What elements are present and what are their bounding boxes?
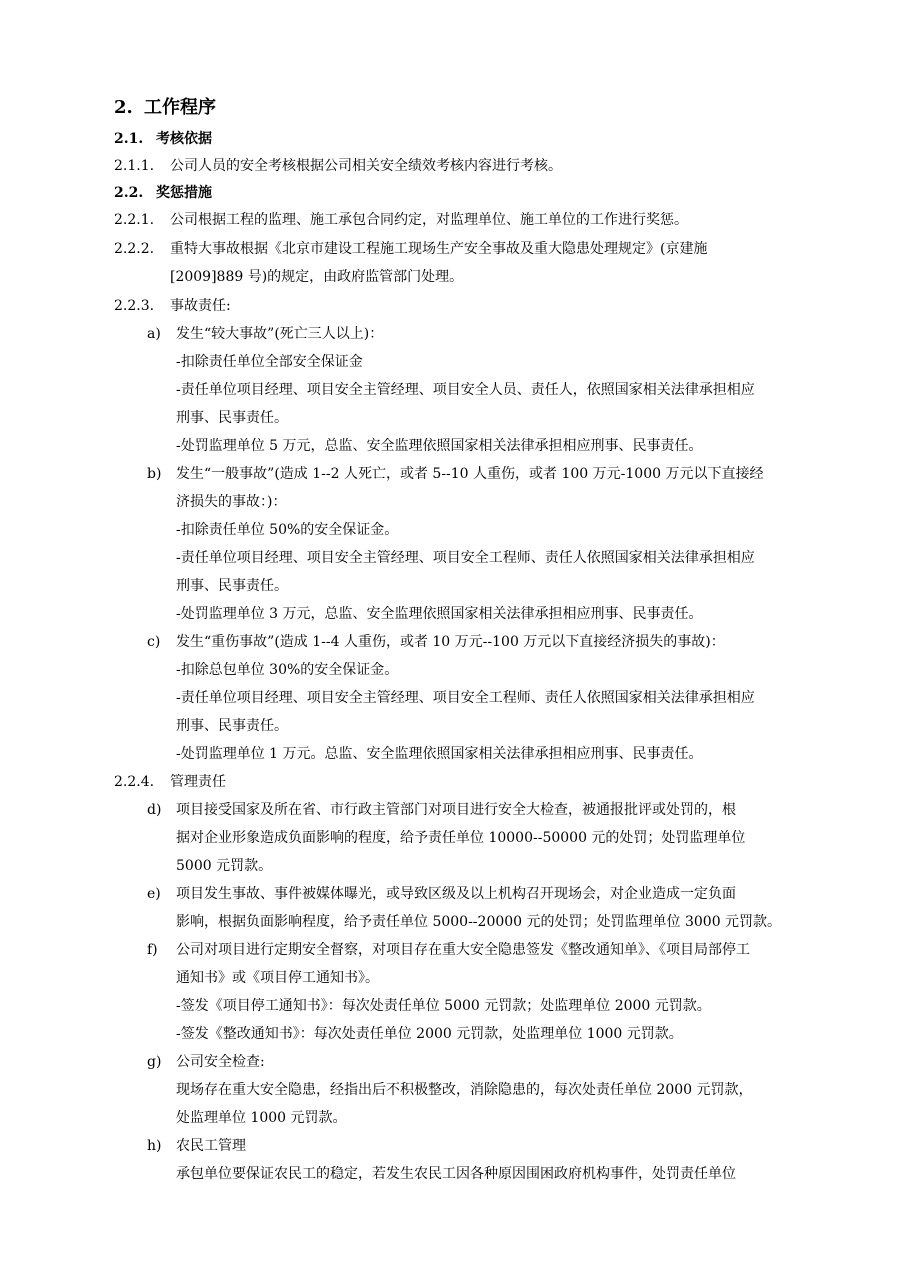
clause-2-2-1: 2.2.1. 公司根据工程的监理、施工承包合同约定，对监理单位、施工单位的工作进行奖惩。 [114, 212, 688, 228]
item-b-line: -责任单位项目经理、项目安全主管经理、项目安全工程师、责任人依照国家相关法律承担相应 [176, 550, 755, 566]
item-e-line: 项目发生事故、事件被媒体曝光，或导致区级及以上机构召开现场会，对企业造成一定负面 [176, 886, 736, 902]
item-label-a: a) [147, 326, 161, 342]
item-a-line: -处罚监理单位 5 万元，总监、安全监理依照国家相关法律承担相应刑事、民事责任。 [176, 438, 703, 454]
item-h-line: 承包单位要保证农民工的稳定，若发生农民工因各种原因围困政府机构事件，处罚责任单位 [176, 1166, 736, 1182]
section-number: 2. [114, 97, 133, 118]
item-a-line: -扣除责任单位全部安全保证金 [176, 354, 363, 370]
item-c-title: 发生“重伤事故”(造成 1--4 人重伤，或者 10 万元--100 万元以下直接经济损失的事故)： [176, 634, 725, 650]
subsection-heading-2-2: 2.2. 奖惩措施 [114, 185, 212, 201]
item-f-line: 通知书》或《项目停工通知书》。 [176, 970, 379, 986]
clause-2-2-2-cont: [2009]889 号)的规定，由政府监管部门处理。 [170, 269, 464, 285]
item-b-line: -处罚监理单位 3 万元，总监、安全监理依照国家相关法律承担相应刑事、民事责任。 [176, 606, 703, 622]
item-b-line: 刑事、民事责任。 [176, 578, 288, 594]
subsection-heading-2-1: 2.1. 考核依据 [114, 131, 212, 147]
item-e-line: 影响，根据负面影响程度，给予责任单位 5000--20000 元的处罚；处罚监理单位 3000 元罚款。 [176, 914, 782, 930]
item-c-line: -处罚监理单位 1 万元。总监、安全监理依照国家相关法律承担相应刑事、民事责任。 [176, 746, 703, 762]
item-label-d: d) [147, 802, 162, 818]
item-a-title: 发生“较大事故”(死亡三人以上)： [176, 326, 384, 342]
item-a-line: 刑事、民事责任。 [176, 410, 288, 426]
item-label-e: e) [147, 886, 161, 902]
clause-2-2-4: 2.2.4. 管理责任 [114, 774, 226, 790]
item-d-line: 项目接受国家及所在省、市行政主管部门对项目进行安全大检查，被通报批评或处罚的，根 [176, 802, 736, 818]
item-d-line: 5000 元罚款。 [176, 858, 273, 874]
item-b-line: -扣除责任单位 50%的安全保证金。 [176, 522, 399, 538]
item-c-line: -责任单位项目经理、项目安全主管经理、项目安全工程师、责任人依照国家相关法律承担相应 [176, 690, 755, 706]
item-label-h: h) [147, 1138, 162, 1154]
item-d-line: 据对企业形象造成负面影响的程度，给予责任单位 10000--50000 元的处罚；处罚监理单位 [176, 830, 746, 846]
item-g-title: 公司安全检查: [176, 1054, 265, 1070]
clause-2-1-1: 2.1.1. 公司人员的安全考核根据公司相关安全绩效考核内容进行考核。 [114, 158, 562, 174]
item-b-title: 发生“一般事故”(造成 1--2 人死亡，或者 5--10 人重伤，或者 100 万元-1000 万元以下直接经 [176, 466, 764, 482]
item-label-b: b) [147, 466, 162, 482]
item-c-line: 刑事、民事责任。 [176, 718, 288, 734]
section-heading [114, 96, 216, 120]
item-g-line: 处监理单位 1000 元罚款。 [176, 1110, 347, 1126]
item-f-line: -签发《整改通知书》：每次处责任单位 2000 元罚款，处监理单位 1000 元罚款。 [176, 1026, 683, 1042]
item-f-line: -签发《项目停工通知书》：每次处责任单位 5000 元罚款；处监理单位 2000 元罚款。 [176, 998, 711, 1014]
item-label-g: g) [147, 1054, 162, 1070]
item-g-line: 现场存在重大安全隐患，经指出后不积极整改，消除隐患的，每次处责任单位 2000 元罚款， [176, 1082, 753, 1098]
item-a-line: -责任单位项目经理、项目安全主管经理、项目安全人员、责任人，依照国家相关法律承担相应 [176, 382, 755, 398]
item-label-c: c) [147, 634, 161, 650]
item-label-f: f) [147, 942, 158, 958]
item-f-line: 公司对项目进行定期安全督察，对项目存在重大安全隐患签发《整改通知单》、《项目局部停工 [176, 942, 750, 958]
section-title: 工作程序 [144, 97, 216, 118]
clause-2-2-3: 2.2.3. 事故责任: [114, 298, 231, 314]
item-h-title: 农民工管理 [176, 1138, 246, 1154]
item-c-line: -扣除总包单位 30%的安全保证金。 [176, 662, 399, 678]
clause-2-2-2: 2.2.2. 重特大事故根据《北京市建设工程施工现场生产安全事故及重大隐患处理规定》(京建施 [114, 241, 708, 257]
item-b-title-cont: 济损失的事故：)： [176, 494, 287, 510]
